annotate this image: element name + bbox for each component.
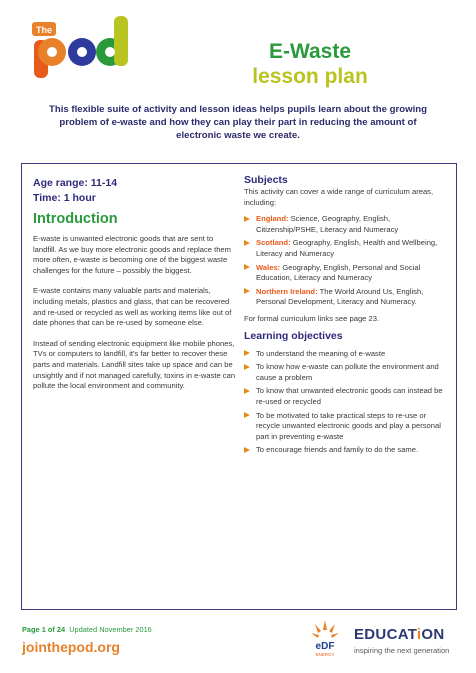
introduction-heading: Introduction (33, 211, 118, 227)
logo-small-text: The (35, 25, 53, 35)
list-item: To encourage friends and family to do the same. (244, 445, 449, 456)
bullet-triangle-icon (244, 447, 250, 453)
intro-paragraph: E-waste is unwanted electronic goods that are sent to landfill. As we buy more electronic goods and replace them more often, e-waste is becoming one of the biggest waste challenges for the future – possibly the biggest. (33, 234, 231, 275)
list-item: Northern Ireland: The World Around Us, English, Personal Development, Literacy and Numeracy. (244, 287, 449, 308)
bullet-triangle-icon (244, 216, 250, 222)
website-link[interactable]: jointhepod.org (22, 639, 120, 655)
left-column (33, 176, 238, 402)
intro-paragraph: Instead of sending electronic equipment like mobile phones, TVs or computers to landfill, it's far better to recover these parts and materials. Landfill sites take up space and can be unsightly and if not managed carefully, toxins in e-waste can pollute the local environment and community. (33, 338, 236, 391)
edf-energy-text: ENERGY (315, 652, 335, 657)
pod-logo (30, 12, 130, 84)
bullet-triangle-icon (244, 264, 250, 270)
bullet-triangle-icon (244, 288, 250, 294)
list-item: England: Science, Geography, English, Citizenship/PSHE, Literacy and Numeracy (244, 214, 449, 235)
lesson-title (200, 40, 420, 90)
updated-date: Updated November 2016 (69, 625, 152, 634)
subjects-lead: This activity can cover a wide range of curriculum areas, including: (244, 187, 434, 207)
lesson-time: Time: 1 hour (33, 192, 96, 204)
list-item: To be motivated to take practical steps to re-use or recycle unwanted electronic goods and play a personal part in preventing e-waste (244, 411, 449, 443)
edf-logo (308, 618, 342, 658)
intro-paragraph: E-waste contains many valuable parts and materials, including metals, plastics and glass, that can be recovered and re-used or recycled as well as working items like out of date phones that can be re-used by someone else. (33, 286, 232, 328)
list-item: To understand the meaning of e-waste (244, 349, 449, 360)
age-range: Age range: 11-14 (33, 177, 118, 189)
subjects-heading: Subjects (244, 174, 288, 186)
bullet-triangle-icon (244, 364, 250, 370)
education-tagline: inspiring the next generation (354, 646, 450, 655)
education-wordmark: EDUCATiON (354, 626, 445, 643)
title-line-2: lesson plan (252, 65, 368, 88)
page-number: Page 1 of 24 (22, 625, 66, 634)
edf-text: eDF (315, 641, 335, 652)
bullet-triangle-icon (244, 388, 250, 394)
right-column (244, 174, 449, 459)
objectives-list (244, 349, 449, 456)
objectives-heading: Learning objectives (244, 329, 343, 342)
bullet-triangle-icon (244, 350, 250, 356)
subjects-list (244, 214, 449, 308)
bullet-triangle-icon (244, 240, 250, 246)
list-item: Wales: Geography, English, Personal and Social Education, Literacy and Numeracy (244, 263, 449, 284)
list-item: To know that unwanted electronic goods can instead be re-used or recycled (244, 386, 449, 407)
page-info (22, 625, 152, 634)
curriculum-links-note: For formal curriculum links see page 23. (244, 313, 380, 323)
list-item: To know how e-waste can pollute the environment and cause a problem (244, 362, 449, 383)
intro-summary: This flexible suite of activity and lesson ideas helps pupils learn about the growing problem of e-waste and how they can play their part in reducing the amount of electronic waste we create. (49, 104, 427, 141)
bullet-triangle-icon (244, 412, 250, 418)
list-item: Scotland: Geography, English, Health and Wellbeing, Literacy and Numeracy (244, 238, 449, 259)
title-line-1: E-Waste (268, 40, 352, 63)
